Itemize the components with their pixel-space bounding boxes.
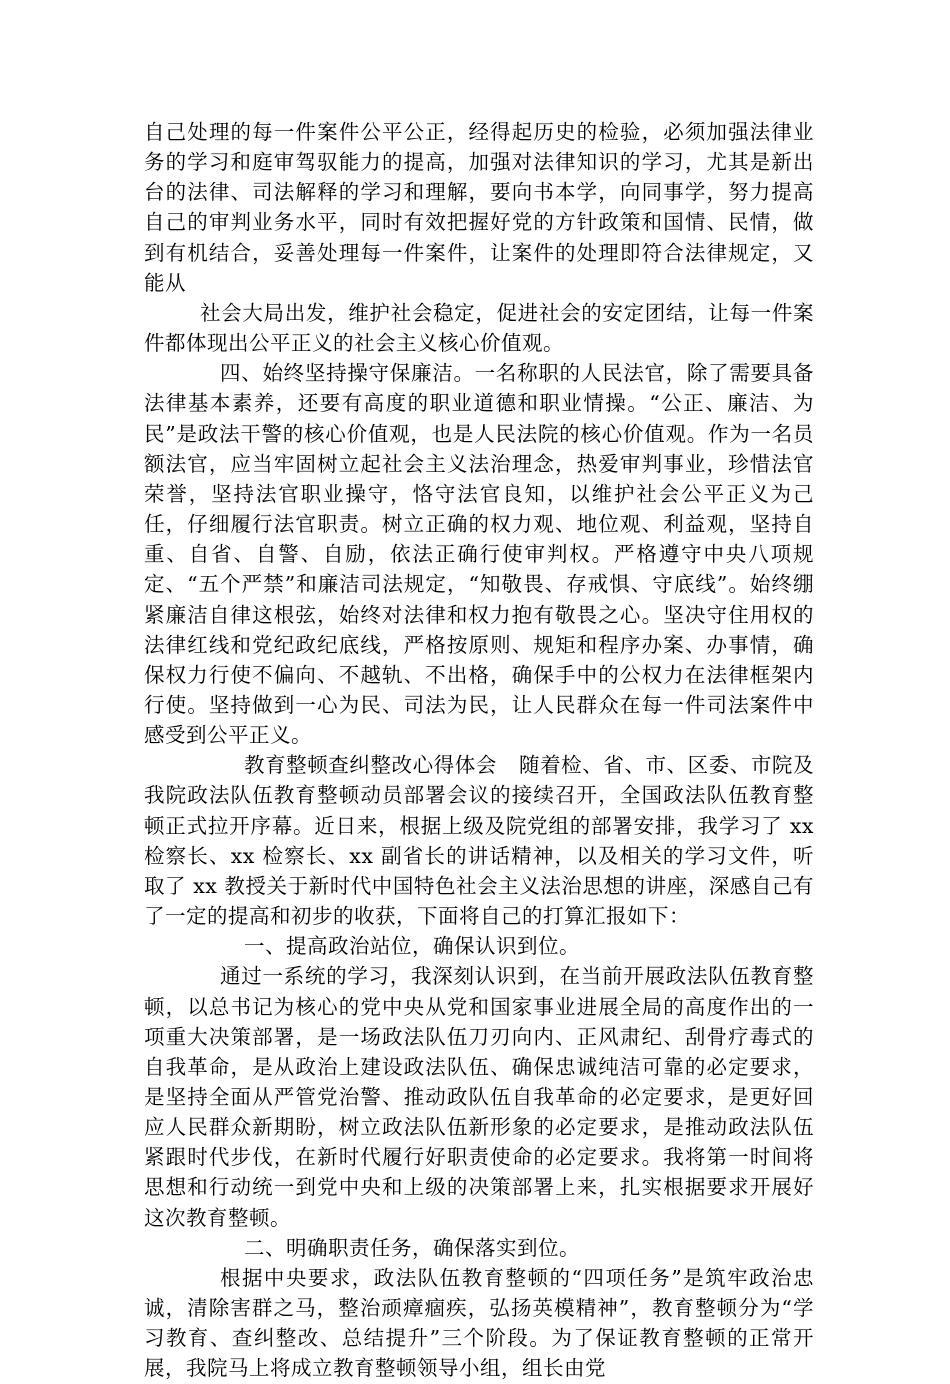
section-1-heading: 一、提高政治站位，确保认识到位。 [244, 934, 580, 959]
section-1-body: 通过一系统的学习，我深刻认识到，在当前开展政法队伍教育整顿，以总书记为核心的党中央从党和国家事业进展全局的高度作出的一项重大决策部署，是一场政法队伍刀刃向内、正风肃纪、刮骨疗毒式的自我革命，是从政治上建设政法队伍、确保忠诚纯洁可靠的必定要求，是坚持全面从严管党治警、推动政队伍自我革命的必定要求，是更好回应人民群众新期盼，树立政法队伍新形象的必定要求，是推动政法队伍紧跟时代步伐，在新时代履行好职责使命的必定要求。我将第一时间将思想和行动统一到党中央和上级的决策部署上来，扎实根据要求开展好这次教育整顿。 [144, 964, 814, 1230]
document-body [144, 117, 814, 1384]
paragraph-social-overview: 社会大局出发，维护社会稳定，促进社会的安定团结，让每一件案件都体现出公平正义的社会主义核心价值观。 [144, 300, 814, 356]
essay-title-and-intro [144, 750, 814, 931]
section-2-heading: 二、明确职责任务，确保落实到位。 [244, 1235, 580, 1260]
section-2-body: 根据中央要求，政法队伍教育整顿的“四项任务”是筑牢政治忠诚，清除害群之马，整治顽瘴痼疾，弘扬英模精神”，教育整顿分为“学习教育、查纠整改、总结提升”三个阶段。为了保证教育整顿的正常开展，我院马上将成立教育整顿领导小组，组长由党 [144, 1265, 814, 1381]
essay-title: 教育整顿查纠整改心得体会 [244, 753, 497, 778]
essay-intro: 随着检、省、市、区委、市院及我院政法队伍教育整顿动员部署会议的接续召开，全国政法队伍教育整顿正式拉开序幕。近日来，根据上级及院党组的部署安排，我学习了 xx 检察长、xx 检察长、xx 副省长的讲话精神，以及相关的学习文件，听取了 xx 教授关于新时代中国特色社会主义法治思想的讲座，深感自己有了一定的提高和初步的收获，下面将自己的打算汇报如下： [144, 753, 815, 929]
paragraph-continuation: 自己处理的每一件案件公平公正，经得起历史的检验，必须加强法律业务的学习和庭审驾驭能力的提高，加强对法律知识的学习，尤其是新出台的法律、司法解释的学习和理解，要向书本学，向同事学，努力提高自己的审判业务水平，同时有效把握好党的方针政策和国情、民情，做到有机结合，妥善处理每一件案件，让案件的处理即符合法律规定，又能从 [144, 120, 814, 295]
paragraph-integrity: 四、始终坚持操守保廉洁。一名称职的人民法官，除了需要具备法律基本素养，还要有高度的职业道德和职业情操。“公正、廉洁、为民”是政法干警的核心价值观，也是人民法院的核心价值观。作为一名员额法官，应当牢固树立起社会主义法治理念，热爱审判事业，珍惜法官荣誉，坚持法官职业操守，恪守法官良知，以维护社会公平正义为己任，仔细履行法官职责。树立正确的权力观、地位观、利益观，坚持自重、自省、自警、自励，依法正确行使审判权。严格遵守中央八项规定、“五个严禁”和廉洁司法规定，“知敬畏、存戒惧、守底线”。始终绷紧廉洁自律这根弦，始终对法律和权力抱有敬畏之心。坚决守住用权的法律红线和党纪政纪底线，严格按原则、规矩和程序办案、办事情，确保权力行使不偏向、不越轨、不出格，确保手中的公权力在法律框架内行使。坚持做到一心为民、司法为民，让人民群众在每一件司法案件中感受到公平正义。 [144, 361, 814, 748]
